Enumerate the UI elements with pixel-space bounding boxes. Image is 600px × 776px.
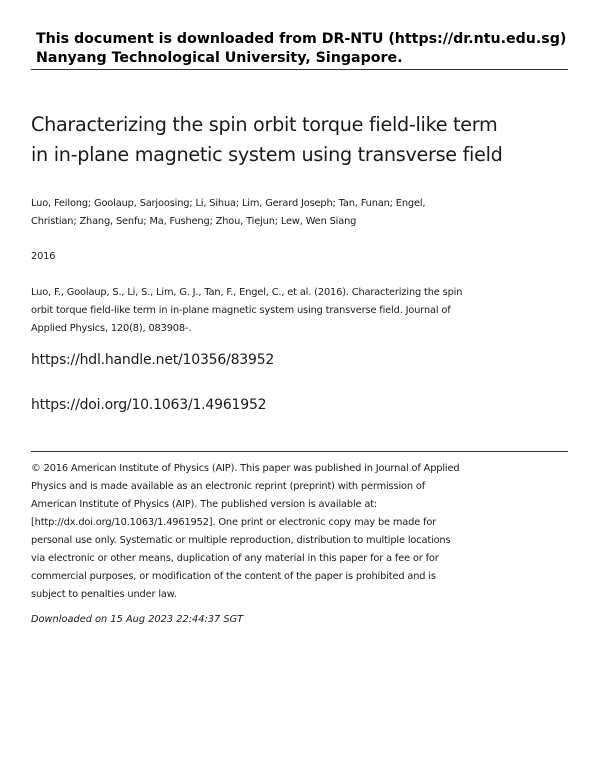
paper-title (31, 110, 551, 170)
citation-line: Luo, F., Goolaup, S., Li, S., Lim, G. J., Tan, F., Engel, C., et al. (2016). Characterizing the spin (31, 287, 463, 298)
doi-link[interactable]: https://doi.org/10.1063/1.4961952 (31, 397, 267, 413)
header-divider (31, 69, 568, 70)
repository-header (36, 30, 568, 68)
download-timestamp: Downloaded on 15 Aug 2023 22:44:37 SGT (31, 614, 244, 625)
copyright-line: [http://dx.doi.org/10.1063/1.4961952]. One print or electronic copy may be made for (31, 517, 437, 528)
author-line: Luo, Feilong; Goolaup, Sarjoosing; Li, Sihua; Lim, Gerard Joseph; Tan, Funan; Engel, (31, 198, 426, 209)
title-line: in in-plane magnetic system using transverse field (31, 143, 503, 166)
copyright-notice (31, 460, 561, 604)
handle-link[interactable]: https://hdl.handle.net/10356/83952 (31, 352, 275, 368)
copyright-line: © 2016 American Institute of Physics (AIP). This paper was published in Journal of Applied (31, 463, 460, 474)
copyright-line: subject to penalties under law. (31, 589, 177, 600)
citation-line: Applied Physics, 120(8), 083908-. (31, 323, 192, 334)
publication-year: 2016 (31, 251, 56, 262)
copyright-line: personal use only. Systematic or multiple reproduction, distribution to multiple locations (31, 535, 451, 546)
copyright-line: American Institute of Physics (AIP). The published version is available at: (31, 499, 378, 510)
copyright-line: Physics and is made available as an electronic reprint (preprint) with permission of (31, 481, 426, 492)
citation-line: orbit torque field-like term in in-plane magnetic system using transverse field. Journal of (31, 305, 451, 316)
citation (31, 284, 561, 338)
title-line: Characterizing the spin orbit torque field-like term (31, 113, 498, 136)
copyright-line: commercial purposes, or modification of the content of the paper is prohibited and is (31, 571, 436, 582)
section-divider (31, 451, 568, 452)
author-list (31, 195, 561, 231)
repository-notice: This document is downloaded from DR-NTU (https://dr.ntu.edu.sg) (36, 31, 567, 47)
institution-name: Nanyang Technological University, Singapore. (36, 50, 403, 66)
copyright-line: via electronic or other means, duplication of any material in this paper for a fee or for (31, 553, 439, 564)
author-line: Christian; Zhang, Senfu; Ma, Fusheng; Zhou, Tiejun; Lew, Wen Siang (31, 216, 357, 227)
